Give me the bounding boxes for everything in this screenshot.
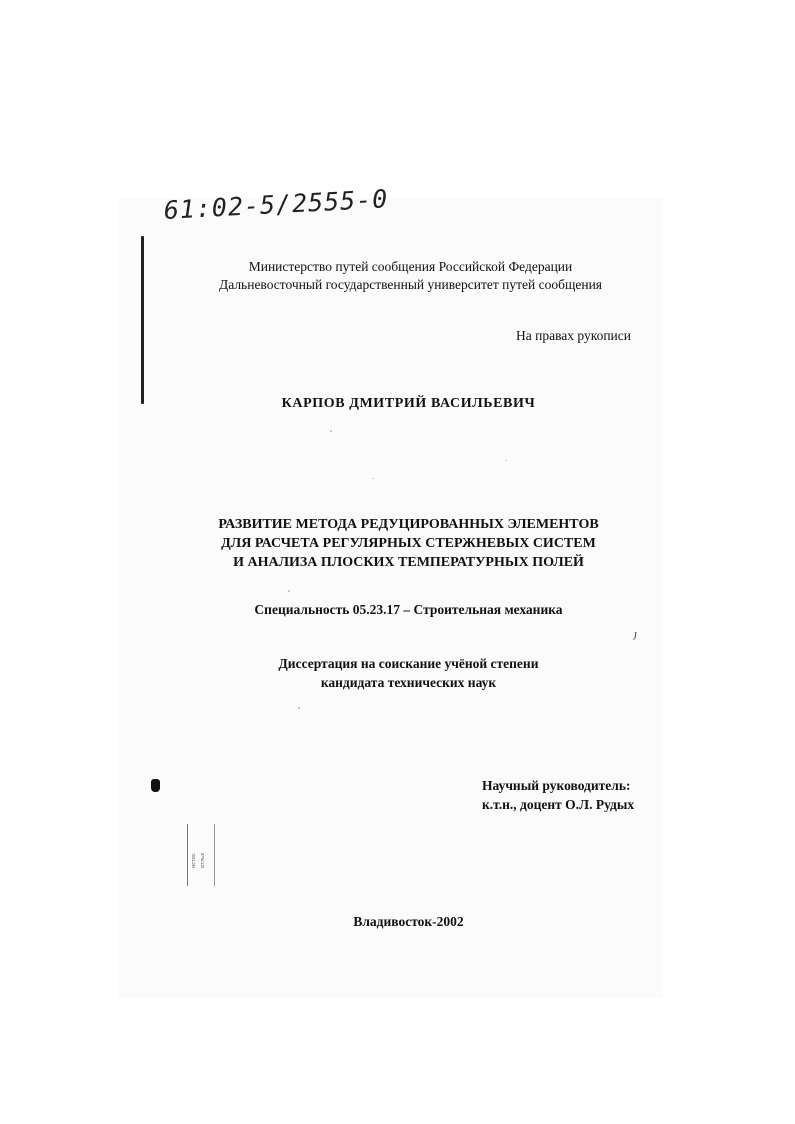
scan-speck xyxy=(505,460,507,461)
title-line-2: ДЛЯ РАСЧЕТА РЕГУЛЯРНЫХ СТЕРЖНЕВЫХ СИСТЕМ xyxy=(221,536,596,551)
supervisor-label: Научный руководитель: xyxy=(482,778,631,793)
title-line-1: РАЗВИТИЕ МЕТОДА РЕДУЦИРОВАННЫХ ЭЛЕМЕНТОВ xyxy=(218,517,599,532)
degree-statement xyxy=(0,654,795,692)
title-line-3: И АНАЛИЗА ПЛОСКИХ ТЕМПЕРАТУРНЫХ ПОЛЕЙ xyxy=(233,555,584,570)
rights-note: На правах рукописи xyxy=(515,328,631,343)
ink-mark xyxy=(151,779,160,792)
dissertation-title xyxy=(0,515,795,572)
degree-line-2: кандидата технических наук xyxy=(320,675,497,690)
stamp-text-1: истос xyxy=(191,853,197,868)
specialty: Специальность 05.23.17 – Строительная механика xyxy=(254,602,563,617)
scan-speck xyxy=(298,707,300,709)
city-year: Владивосток-2002 xyxy=(353,914,464,929)
university-name: Дальневосточный государственный университет путей сообщения xyxy=(219,277,602,292)
scan-speck xyxy=(288,590,290,592)
ministry-name: Министерство путей сообщения Российской Федерации xyxy=(248,259,573,274)
stamp-text-2: отльх xyxy=(200,852,206,868)
scan-speck xyxy=(372,478,374,479)
archive-number-handwritten: 61:02-5/2555-0 xyxy=(163,184,389,225)
supervisor-block xyxy=(482,776,634,814)
author-name: КАРПОВ ДМИТРИЙ ВАСИЛЬЕВИЧ xyxy=(281,396,536,411)
library-stamp xyxy=(187,824,215,886)
supervisor-name: к.т.н., доцент О.Л. Рудых xyxy=(482,797,635,812)
scan-speck xyxy=(330,430,332,432)
degree-line-1: Диссертация на соискание учёной степени xyxy=(278,656,539,671)
pencil-mark: ȷ xyxy=(634,628,638,640)
